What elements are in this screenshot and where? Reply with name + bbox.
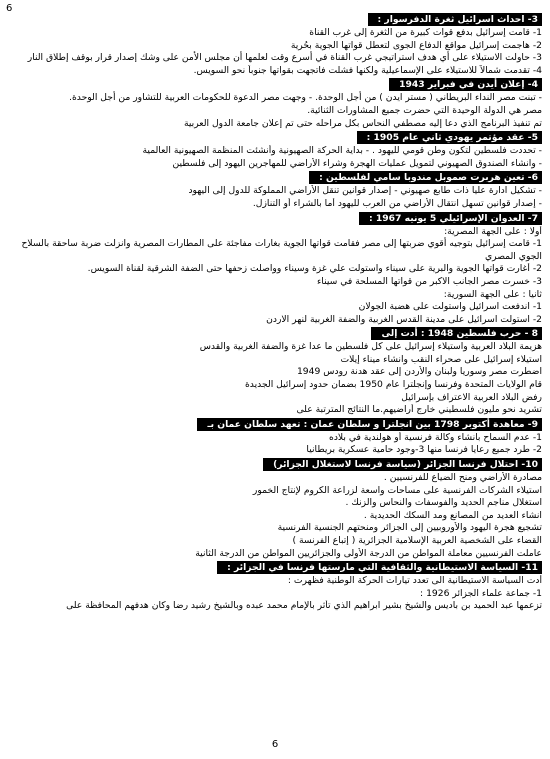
text-line: تشجيع هجرة اليهود والأوروبيين إلى الجزائر ومنحتهم الجنسية الفرنسية bbox=[277, 522, 542, 534]
text-line: تشريد نحو مليون فلسطيني خارج أراضيهم.ما النتائج المترتبة على bbox=[296, 404, 542, 416]
section-heading: 3- احداث اسرائيل ثغرة الدفرسوار : bbox=[368, 13, 542, 26]
text-line: ثانيا : على الجهة السورية: bbox=[443, 288, 542, 300]
text-line: 3- خسرت مصر الجانب الاكبر من قواتها المسلحة في سيناء bbox=[316, 275, 542, 287]
text-line: استيلاء الشركات الفرنسية على مساحات واسعة لزراعة الكروم لإنتاج الخمور bbox=[252, 484, 542, 496]
page-number-bottom: 6 bbox=[271, 739, 279, 750]
text-line: 1- قامت إسرائيل بدفع قوات كبيرة من الثغرة إلى غرب القناة bbox=[309, 27, 542, 38]
text-line: - تحددت فلسطين لتكون وطن قومي لليهود . - بداية الحركة الصهيونية وأنشئت المنظمة الصهيونية العالمية bbox=[142, 145, 542, 157]
text-line: استيلاء إسرائيل على صحراء النقب وانشاء ميناء إيلات bbox=[340, 353, 542, 365]
text-line: 1- قامت إسرائيل بتوجيه أقوي ضربتها إلى مصر فقامت قواتها الجوية بغارات مفاجئة على المطارات المصرية وانزلت ضربة ساحقة بالسلاح الجوي المصري bbox=[21, 238, 542, 262]
text-line: 1- اندفعت اسرائيل واستولت على هضبة الجولان bbox=[358, 301, 542, 313]
text-line: - تبنت مصر النداء البريطاني ( مستر ايدن ) من أجل الوحدة. - وجهت مصر الدعوة للحكومات العربية للتشاور من أجل الوحدة. bbox=[69, 92, 542, 104]
text-line: 3- حاولت الاستيلاء على أي هدف استراتيجي غرب القناة في أسرع وقت لعلمها أن مجلس الأمن على وشك إصدار قرار بوقف إطلاق النار bbox=[27, 52, 542, 64]
text-line: 2- أغارت قواتها الجوية والبرية على سيناء واستولت علي غزة وسيناء وواصلت زحفها حتى الضفة الشرقية لقناة السويس. bbox=[87, 263, 542, 275]
text-line: أدت السياسة الاستيطانية الى تعدد تيارات الحركة الوطنية فظهرت : bbox=[287, 575, 542, 587]
text-line: 2- هاجمت إسرائيل مواقع الدفاع الجوى لتعطل قواتها الجوية بحُرية bbox=[290, 39, 542, 51]
section-heading: 9- معاهدة أكتوبر 1798 بين انجلترا و سلطان عمان : تعهد سلطان عمان بـ bbox=[197, 418, 542, 431]
text-line: القضاء على الشخصية العربية الإسلامية الجزائرية ( إتباع الفرنسة ) bbox=[292, 535, 542, 546]
section-9 bbox=[8, 417, 542, 457]
text-line: عاملت الفرنسيين معاملة المواطن من الدرجة الأولى والجزائريين المواطن من الدرجة الثانية bbox=[195, 547, 542, 559]
section-10 bbox=[8, 457, 542, 560]
text-line: مصر هي الدولة الوحيدة التي حضرت جميع المشاورات الثنائية. bbox=[307, 104, 542, 116]
text-line: استغلال مناجم الحديد والفوسفات والنحاس والزنك . bbox=[345, 497, 542, 509]
text-line: - تشكيل ادارة عليا ذات طابع صهيوني - إصدار قوانين تنقل الأراضي المملوكة للدول إلى اليهود bbox=[188, 185, 542, 197]
section-heading: 8 - حرب فلسطين 1948 : أدت إلى bbox=[371, 327, 542, 340]
section-heading: 11- السياسة الاستيطانية والثقافية التي مارستها فرنسا في الجزائر : bbox=[217, 561, 542, 574]
section-5 bbox=[8, 130, 542, 170]
text-line: 2- طرد جميع رعايا فرنسا منها 3-وجود حامية عسكرية بريطانيا bbox=[306, 444, 542, 456]
text-line: اضطرت مصر وسوريا ولبنان والأردن إلى عقد هدنة رودس 1949 bbox=[296, 366, 542, 378]
section-6 bbox=[8, 170, 542, 210]
text-line: أولا : على الجهة المصرية: bbox=[444, 225, 542, 237]
text-line: 1- عدم السماح بانشاء وكالة فرنسية أو هولندية في بلاده bbox=[329, 431, 542, 443]
text-line: تم تنفيذ البرنامج الذي دعا إليه مصطفي النحاس بكل مراحله حتى تم إعلان جامعة الدول العربية bbox=[183, 117, 542, 129]
section-heading: 5- عقد مؤتمر يهودي ثاني عام 1905 : bbox=[357, 131, 542, 144]
section-heading: 10- احتلال فرنسا الجزائر (سياسة فرنسا لاستغلال الجزائر) bbox=[263, 458, 542, 471]
text-line: رفض البلاد العربية الاعتراف بإسرائيل bbox=[401, 391, 542, 403]
section-heading: 6- تعين هربرت صموبل مندوبا سامي لفلسطين : bbox=[309, 171, 542, 184]
text-line: 2- استولت اسرائيل على مدينة القدس الغربية والضفة الغربية لنهر الاردن bbox=[266, 313, 542, 325]
section-7 bbox=[8, 211, 542, 327]
text-line: 1- جماعة علماء الجزائر 1926 : bbox=[420, 587, 542, 599]
text-line: قام الولايات المتحدة وفرنسا وإنجلترا عام 1950 بضمان حدود إسرائيل الجديدة bbox=[244, 379, 542, 391]
text-line: 4- تقدمت شمالاً للاستيلاء على الإسماعيلية ولكنها فشلت فاتجهت بقواتها جنوباً نحو السويس. bbox=[193, 64, 542, 76]
text-line: تزعمها عبد الحميد بن باديس والشيخ بشير ابراهيم الذي تأثر بالإمام محمد عبده وبالشيخ رشيد رضا وكان هدفهم المحافظة على bbox=[66, 600, 542, 612]
text-line: هزيمة البلاد العربية واستيلاء إسرائيل على كل فلسطين ما عدا غزة والضفة الغربية والقدس bbox=[199, 341, 542, 353]
text-line: - إصدار قوانين تسهل انتقال الأراضي من العرب لليهود أما بالشراء أو التنازل. bbox=[252, 197, 542, 209]
section-8 bbox=[8, 326, 542, 417]
page-number-top: 6 bbox=[6, 3, 13, 14]
text-line: انشاء العديد من المصانع ومد السكك الحديدية . bbox=[363, 509, 542, 521]
section-4 bbox=[8, 77, 542, 130]
section-11 bbox=[8, 560, 542, 613]
document-body bbox=[8, 12, 542, 613]
section-3 bbox=[8, 12, 542, 77]
section-heading: 7- العدوان الإسرائيلي 5 يونيه 1967 : bbox=[359, 212, 542, 225]
section-heading: 4- إعلان أيدن في فبراير 1943 bbox=[389, 78, 542, 91]
text-line: مصادرة الأراضي ومنح الضياع للفرنسيين . bbox=[383, 472, 542, 484]
text-line: - وانشاء الصندوق الصهيوني لتمويل عمليات الهجرة وشراء الأراضي للمهاجرين اليهود إلى فلسطين bbox=[172, 157, 542, 169]
